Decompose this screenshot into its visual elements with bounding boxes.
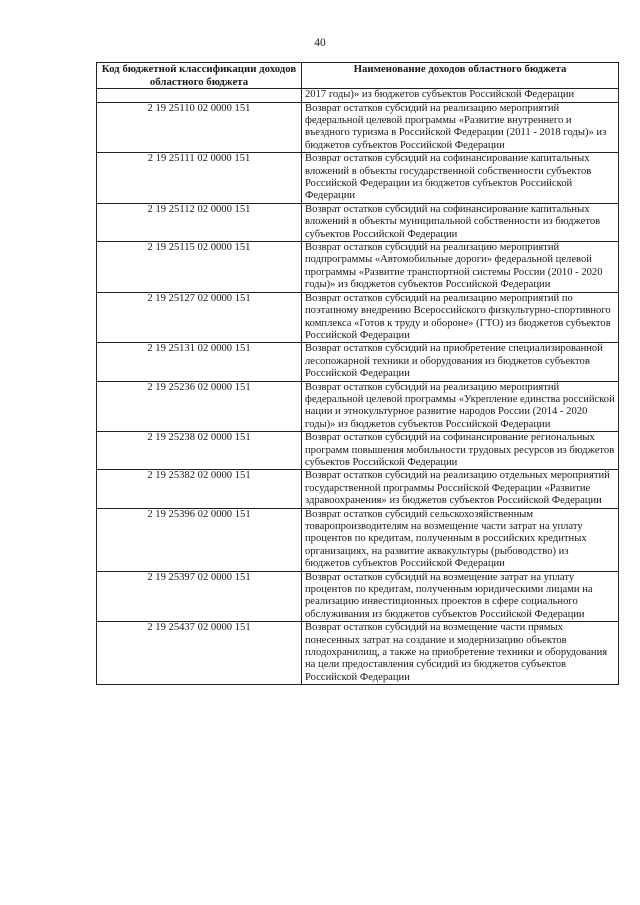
revenue-name-cell: Возврат остатков субсидий на софинансирование региональных программ повышения мобильности трудовых ресурсов из бюджетов субъектов Российской Федерации — [302, 432, 619, 470]
table-row — [97, 508, 619, 571]
budget-code-cell: 2 19 25115 02 0000 151 — [97, 242, 302, 293]
table-row — [97, 571, 619, 622]
budget-code-cell — [97, 89, 302, 102]
table-row — [97, 470, 619, 508]
page-number: 40 — [314, 37, 326, 49]
table-row — [97, 622, 619, 685]
budget-code-cell: 2 19 25238 02 0000 151 — [97, 432, 302, 470]
revenue-name-cell: Возврат остатков субсидий на реализацию мероприятий федеральной целевой программы «Укрепление единства российской нации и этнокультурное развитие народов России (2014 - 2020 годы)» из бюджетов субъектов Российской Федерации — [302, 381, 619, 432]
revenue-name-cell: 2017 годы)» из бюджетов субъектов Российской Федерации — [302, 89, 619, 102]
revenue-name-cell: Возврат остатков субсидий на возмещение затрат на уплату процентов по кредитам, полученным юридическими лицами на реализацию инвестиционных проектов в сфере социального обслуживания из бюджетов субъектов Российской Федерации — [302, 571, 619, 622]
table-row — [97, 242, 619, 293]
budget-code-cell: 2 19 25110 02 0000 151 — [97, 102, 302, 153]
revenue-name-cell: Возврат остатков субсидий на реализацию мероприятий федеральной целевой программы «Развитие внутреннего и въездного туризма в Российской Федерации (2011 - 2018 годы)» из бюджетов субъектов Российской Федерации — [302, 102, 619, 153]
table-row — [97, 292, 619, 343]
budget-code-cell: 2 19 25437 02 0000 151 — [97, 622, 302, 685]
budget-code-cell: 2 19 25111 02 0000 151 — [97, 153, 302, 204]
budget-code-cell: 2 19 25397 02 0000 151 — [97, 571, 302, 622]
budget-code-cell: 2 19 25382 02 0000 151 — [97, 470, 302, 508]
budget-code-cell: 2 19 25127 02 0000 151 — [97, 292, 302, 343]
table-row — [97, 102, 619, 153]
table-row — [97, 343, 619, 381]
budget-code-cell: 2 19 25396 02 0000 151 — [97, 508, 302, 571]
header-code: Код бюджетной классификации доходов областного бюджета — [97, 63, 302, 89]
header-name: Наименование доходов областного бюджета — [302, 63, 619, 89]
table-row — [97, 432, 619, 470]
revenue-name-cell: Возврат остатков субсидий сельскохозяйственным товаропроизводителям на возмещение части затрат на уплату процентов по кредитам, полученным в российских кредитных организациях, на развитие аквакультуры (рыбоводство) из бюджетов субъектов Российской Федерации — [302, 508, 619, 571]
revenue-name-cell: Возврат остатков субсидий на реализацию мероприятий подпрограммы «Автомобильные дороги» федеральной целевой программы «Развитие транспортной системы России (2010 - 2020 годы)» из бюджетов субъектов Российской Федерации — [302, 242, 619, 293]
table-header-row — [97, 63, 619, 89]
table-row — [97, 89, 619, 102]
revenue-name-cell: Возврат остатков субсидий на возмещение части прямых понесенных затрат на создание и модернизацию объектов плодохранилищ, а также на приобретение техники и оборудования на цели предоставления субсидий из бюджетов субъектов Российской Федерации — [302, 622, 619, 685]
budget-code-cell: 2 19 25131 02 0000 151 — [97, 343, 302, 381]
table-row — [97, 381, 619, 432]
revenue-name-cell: Возврат остатков субсидий на софинансирование капитальных вложений в объекты муниципальной собственности из бюджетов субъектов Российской Федерации — [302, 203, 619, 241]
budget-code-cell: 2 19 25112 02 0000 151 — [97, 203, 302, 241]
table-row — [97, 153, 619, 204]
budget-code-cell: 2 19 25236 02 0000 151 — [97, 381, 302, 432]
budget-classification-table — [96, 62, 619, 685]
revenue-name-cell: Возврат остатков субсидий на реализацию мероприятий по поэтапному внедрению Всероссийского физкультурно-спортивного комплекса «Готов к труду и обороне» (ГТО) из бюджетов субъектов Российской Федерации — [302, 292, 619, 343]
revenue-name-cell: Возврат остатков субсидий на реализацию отдельных мероприятий государственной программы Российской Федерации «Развитие здравоохранения» из бюджетов субъектов Российской Федерации — [302, 470, 619, 508]
table-row — [97, 203, 619, 241]
revenue-name-cell: Возврат остатков субсидий на приобретение специализированной лесопожарной техники и оборудования из бюджетов субъектов Российской Федерации — [302, 343, 619, 381]
revenue-name-cell: Возврат остатков субсидий на софинансирование капитальных вложений в объекты государственной собственности субъектов Российской Федерации из бюджетов субъектов Российской Федерации — [302, 153, 619, 204]
